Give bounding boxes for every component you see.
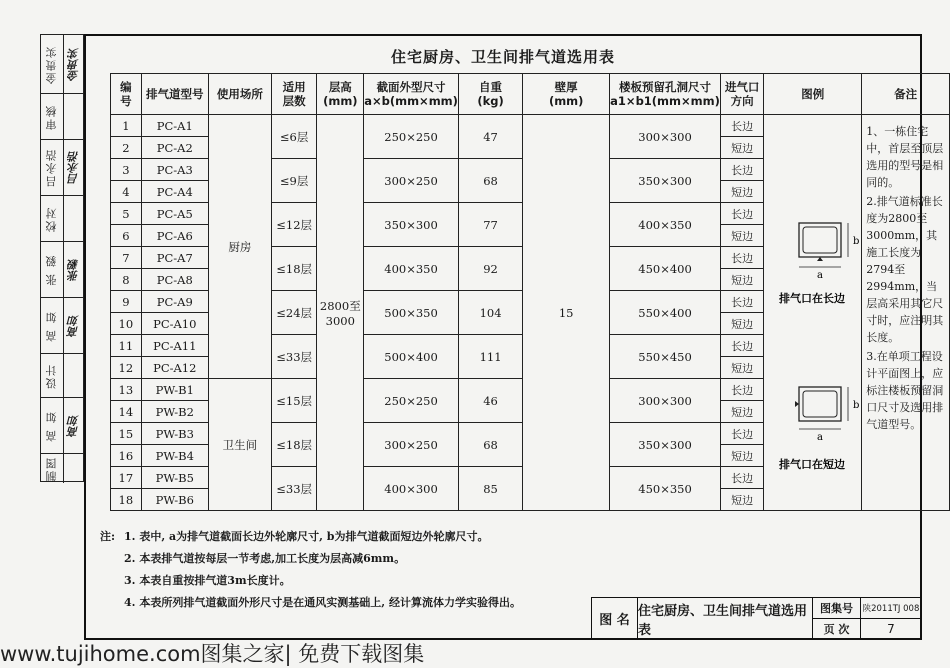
cell-hole: 450×400 <box>610 247 721 291</box>
page-title: 住宅厨房、卫生间排气道选用表 <box>390 48 615 66</box>
signoff-role: 吕永浩 <box>45 148 58 187</box>
cell-inlet: 短边 <box>720 357 763 379</box>
floor-height-line: 2800至 <box>319 298 361 313</box>
signoff-signature: 金贵实 <box>66 47 80 81</box>
cell-inlet: 短边 <box>720 313 763 335</box>
signoff-role: 设计 <box>45 362 58 389</box>
cell-no: 5 <box>111 203 142 225</box>
cell-model: PC-A6 <box>141 225 208 247</box>
cell-floors: ≤15层 <box>271 379 317 423</box>
cell-model: PC-A9 <box>141 291 208 313</box>
signoff-role: 校对 <box>45 205 58 232</box>
page-label: 页 次 <box>813 619 861 640</box>
titleblock-name: 住宅厨房、卫生间排气道选用表 <box>638 598 813 640</box>
cell-no: 9 <box>111 291 142 313</box>
cell-inlet: 短边 <box>720 225 763 247</box>
duct-inner <box>803 227 837 253</box>
cell-model: PW-B4 <box>141 445 208 467</box>
signoff-cell <box>41 453 83 483</box>
cell-no: 3 <box>111 159 142 181</box>
cell-section: 500×400 <box>364 335 459 379</box>
signoff-signature: 吕永浩 <box>66 151 80 184</box>
cell-wall: 15 <box>523 115 610 511</box>
cell-inlet: 短边 <box>720 269 763 291</box>
cell-no: 7 <box>111 247 142 269</box>
cell-inlet: 长边 <box>720 203 763 225</box>
table-header-row <box>111 74 950 115</box>
cell-section: 300×250 <box>364 423 459 467</box>
cell-no: 15 <box>111 423 142 445</box>
header-place: 使用场所 <box>208 74 271 115</box>
cell-no: 11 <box>111 335 142 357</box>
cell-hole: 450×350 <box>610 467 721 511</box>
diagram-svg <box>764 115 861 491</box>
cell-floors: ≤12层 <box>271 203 317 247</box>
floor-height-line: 3000 <box>325 313 355 328</box>
duct-outer <box>799 387 841 421</box>
cell-weight: 85 <box>458 467 522 511</box>
cell-floors: ≤18层 <box>271 423 317 467</box>
title-block <box>591 597 922 640</box>
cell-section: 250×250 <box>364 379 459 423</box>
header-height: 层高 (mm) <box>317 74 364 115</box>
cell-no: 17 <box>111 467 142 489</box>
cell-hole: 350×300 <box>610 423 721 467</box>
cell-floors: ≤24层 <box>271 291 317 335</box>
signoff-cell <box>41 93 83 139</box>
header-inlet: 进气口 方向 <box>720 74 763 115</box>
table-row <box>111 115 950 137</box>
cell-weight: 77 <box>458 203 522 247</box>
header-section: 截面外型尺寸 a×b(mm×mm) <box>364 74 459 115</box>
signoff-role: 金贵实 <box>45 44 58 84</box>
cell-section: 400×350 <box>364 247 459 291</box>
cell-weight: 47 <box>458 115 522 159</box>
cell-model: PC-A3 <box>141 159 208 181</box>
cell-floors: ≤18层 <box>271 247 317 291</box>
note-item: 4. 本表所列排气道截面外形尺寸是在通风实测基础上, 经计算流体力学实验得出。 <box>124 596 521 609</box>
cell-inlet: 短边 <box>720 137 763 159</box>
note-item: 2. 本表排气道按每层一节考虑,加工长度为层高减6mm。 <box>124 552 406 565</box>
cell-inlet: 短边 <box>720 401 763 423</box>
cell-weight: 68 <box>458 159 522 203</box>
signoff-cell <box>41 397 83 453</box>
cell-floor-height <box>317 115 364 511</box>
cell-inlet: 长边 <box>720 379 763 401</box>
cell-diagram <box>764 115 862 511</box>
header-no: 编 号 <box>111 74 142 115</box>
cell-inlet: 长边 <box>720 291 763 313</box>
signoff-cell <box>41 241 83 297</box>
cell-place: 厨房 <box>208 115 271 379</box>
signoff-cell <box>41 195 83 241</box>
signoff-role: 制图 <box>45 455 58 482</box>
cell-section: 250×250 <box>364 115 459 159</box>
cell-hole: 300×300 <box>610 115 721 159</box>
cell-no: 12 <box>111 357 142 379</box>
cell-weight: 92 <box>458 247 522 291</box>
cell-model: PC-A5 <box>141 203 208 225</box>
cell-place: 卫生间 <box>208 379 271 511</box>
cell-model: PW-B2 <box>141 401 208 423</box>
cell-hole: 550×400 <box>610 291 721 335</box>
remark-item: 1、一栋住宅中，首层至顶层选用的型号是相同的。 <box>866 125 944 189</box>
notes-block <box>100 526 521 614</box>
cell-weight: 111 <box>458 335 522 379</box>
header-hole: 楼板预留孔洞尺寸 a1×b1(mm×mm) <box>610 74 721 115</box>
selection-table <box>110 73 950 511</box>
cell-weight: 104 <box>458 291 522 335</box>
cell-no: 16 <box>111 445 142 467</box>
cell-inlet: 长边 <box>720 335 763 357</box>
dim-a: a <box>817 270 824 281</box>
cell-model: PW-B3 <box>141 423 208 445</box>
remark-item: 3.在单项工程设计平面图上，应标注楼板预留洞口尺寸及选用排气道型号。 <box>866 350 944 431</box>
cell-hole: 300×300 <box>610 379 721 423</box>
cell-no: 4 <box>111 181 142 203</box>
signoff-signature: 高如 <box>66 314 80 337</box>
header-remarks: 备注 <box>862 74 950 115</box>
cell-hole: 550×450 <box>610 335 721 379</box>
header-floors: 适用 层数 <box>271 74 317 115</box>
cell-inlet: 长边 <box>720 159 763 181</box>
cell-no: 13 <box>111 379 142 401</box>
signoff-role: 高 如 <box>45 409 58 442</box>
signoff-strip <box>40 34 84 482</box>
cell-weight: 46 <box>458 379 522 423</box>
duct-inner <box>803 391 837 417</box>
cell-inlet: 短边 <box>720 181 763 203</box>
atlas-number: 陕2011TJ 008 <box>861 598 922 619</box>
cell-inlet: 长边 <box>720 423 763 445</box>
note-item: 3. 本表自重按排气道3m长度计。 <box>124 574 291 587</box>
cell-weight: 68 <box>458 423 522 467</box>
atlas-label: 图集号 <box>813 598 861 619</box>
signoff-role: 审核 <box>45 103 58 130</box>
cell-model: PW-B6 <box>141 489 208 511</box>
cell-model: PW-B1 <box>141 379 208 401</box>
cell-section: 400×300 <box>364 467 459 511</box>
cell-model: PC-A7 <box>141 247 208 269</box>
cell-model: PC-A4 <box>141 181 208 203</box>
titleblock-label: 图 名 <box>592 598 638 640</box>
cell-no: 10 <box>111 313 142 335</box>
cell-model: PC-A2 <box>141 137 208 159</box>
cell-no: 18 <box>111 489 142 511</box>
dim-b: b <box>853 236 860 247</box>
signoff-cell <box>41 35 83 93</box>
cell-model: PC-A10 <box>141 313 208 335</box>
cell-floors: ≤33层 <box>271 335 317 379</box>
cell-no: 1 <box>111 115 142 137</box>
watermark-text: www.tujihome.com图集之家| 免费下载图集 <box>0 642 425 666</box>
cell-floors: ≤6层 <box>271 115 317 159</box>
note-item: 1. 表中, a为排气道截面长边外轮廓尺寸, b为排气道截面短边外轮廓尺寸。 <box>124 530 489 543</box>
signoff-cell <box>41 139 83 195</box>
duct-outer <box>799 223 841 257</box>
cell-inlet: 长边 <box>720 247 763 269</box>
cell-inlet: 短边 <box>720 489 763 511</box>
cell-hole: 400×350 <box>610 203 721 247</box>
cell-hole: 350×300 <box>610 159 721 203</box>
header-wall: 壁厚 (mm) <box>523 74 610 115</box>
cell-remarks <box>862 115 950 511</box>
signoff-cell <box>41 297 83 353</box>
cell-floors: ≤33层 <box>271 467 317 511</box>
cell-section: 500×350 <box>364 291 459 335</box>
cell-inlet: 短边 <box>720 445 763 467</box>
page-number: 7 <box>861 619 922 640</box>
cell-model: PC-A12 <box>141 357 208 379</box>
cell-inlet: 长边 <box>720 115 763 137</box>
header-diagram: 图例 <box>764 74 862 115</box>
header-weight: 自重 (kg) <box>458 74 522 115</box>
signoff-cell <box>41 353 83 397</box>
diagram-caption-short: 排气口在短边 <box>779 458 846 471</box>
cell-model: PC-A1 <box>141 115 208 137</box>
cell-section: 350×300 <box>364 203 459 247</box>
signoff-signature: 张毅 <box>66 258 80 281</box>
dim-a: a <box>817 432 824 443</box>
signoff-role: 高 如 <box>45 309 58 342</box>
signoff-signature: 高如 <box>66 414 80 437</box>
cell-floors: ≤9层 <box>271 159 317 203</box>
signoff-role: 张 毅 <box>45 253 58 286</box>
cell-model: PW-B5 <box>141 467 208 489</box>
cell-model: PC-A11 <box>141 335 208 357</box>
cell-model: PC-A8 <box>141 269 208 291</box>
diagram-caption-long: 排气口在长边 <box>779 292 846 305</box>
cell-inlet: 长边 <box>720 467 763 489</box>
dim-b: b <box>853 400 860 411</box>
cell-section: 300×250 <box>364 159 459 203</box>
cell-no: 14 <box>111 401 142 423</box>
cell-no: 6 <box>111 225 142 247</box>
remark-item: 2.排气道标准长度为2800至3000mm，其施工长度为2794至2994mm，当层高采用其它尺寸时，应注明其长度。 <box>866 195 944 344</box>
cell-no: 8 <box>111 269 142 291</box>
notes-label: 注: <box>100 530 116 543</box>
cell-no: 2 <box>111 137 142 159</box>
header-model: 排气道型号 <box>141 74 208 115</box>
